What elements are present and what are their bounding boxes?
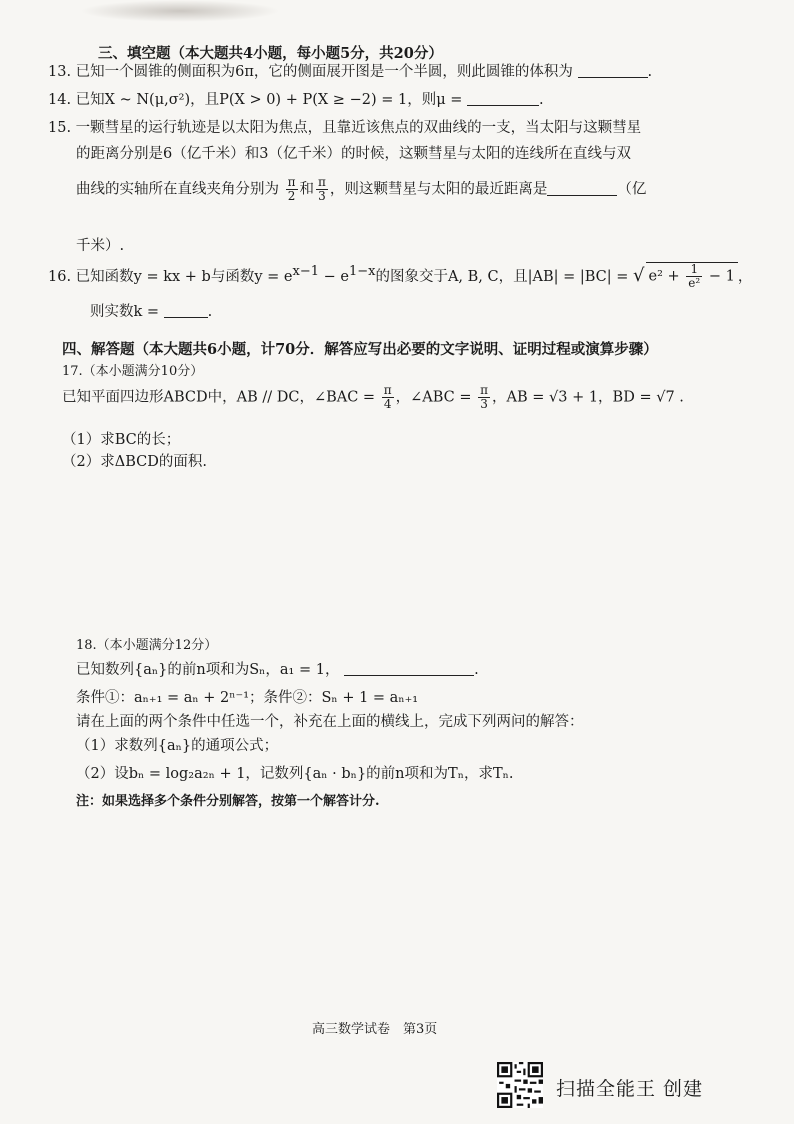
q18-part-2: （2）设bₙ = log₂a₂ₙ + 1，记数列{aₙ · bₙ}的前n项和为Tₙ，求Tₙ. — [76, 766, 514, 782]
q17-part-2: （2）求ΔBCD的面积. — [62, 454, 207, 470]
q16-exponent-1: x−1 — [292, 264, 319, 279]
q15-number: 15. — [48, 120, 72, 136]
q18-stem — [76, 660, 479, 680]
question-13 — [48, 62, 652, 82]
question-15-line4: 千米）. — [76, 238, 125, 254]
section-3-header: 三、填空题（本大题共4小题，每小题5分，共20分） — [98, 45, 443, 62]
q16-line2-text: 则实数k = — [90, 304, 160, 320]
q14-answer-blank — [467, 91, 539, 106]
q17-fraction-pi-4: $\frac{\pi}{4}$ — [383, 383, 392, 411]
qr-code-icon — [497, 1062, 543, 1108]
q18-part-1: （1）求数列{aₙ}的通项公式； — [76, 738, 279, 754]
q16-end: . — [207, 304, 213, 320]
section-4-header: 四、解答题（本大题共6小题，计70分．解答应写出必要的文字说明、证明过程或演算步骤） — [62, 341, 658, 358]
q15-unit: （亿 — [617, 181, 647, 198]
q16-text-b: − e — [319, 268, 349, 285]
q13-number: 13. — [48, 64, 72, 80]
question-16-line2 — [90, 302, 212, 322]
q15-line3-text-b: ，则这颗彗星与太阳的最近距离是 — [329, 181, 548, 198]
scan-smudge — [80, 0, 280, 22]
q13-end: . — [647, 64, 653, 80]
q18-stem-end: . — [474, 662, 479, 678]
q16-number: 16. — [48, 268, 72, 285]
q13-answer-blank — [578, 63, 648, 78]
q16-exponent-2: 1−x — [348, 264, 376, 279]
q16-text-c: 的图象交于A, B, C，且|AB| = |BC| = — [375, 268, 629, 285]
q18-note: 注：如果选择多个条件分别解答，按第一个解答计分. — [76, 794, 380, 809]
q17-title: 17.（本小题满分10分） — [62, 364, 204, 379]
q18-instruction: 请在上面的两个条件中任选一个，补充在上面的横线上，完成下列两问的解答： — [76, 714, 584, 730]
question-14 — [48, 90, 544, 110]
question-15-line2: 的距离分别是6（亿千米）和3（亿千米）的时候，这颗彗星与太阳的连线所在直线与双 — [76, 146, 631, 162]
q16-comma: ， — [737, 268, 753, 285]
q18-title: 18.（本小题满分12分） — [76, 638, 218, 653]
scanner-watermark: 扫描全能王 创建 — [556, 1078, 704, 1100]
q17-part-1: （1）求BC的长； — [62, 432, 181, 448]
q15-line1: 一颗彗星的运行轨迹是以太阳为焦点，且靠近该焦点的双曲线的一支，当太阳与这颗彗星 — [75, 120, 642, 136]
q15-and: 和 — [299, 181, 314, 198]
q17-stem-c: ，AB = √3 + 1，BD = √7 . — [492, 389, 684, 406]
page-footer: 高三数学试卷 第3页 — [312, 1022, 438, 1037]
q17-stem-a: 已知平面四边形ABCD中，AB // DC，∠BAC = — [62, 389, 376, 406]
question-16: 16. 已知函数y = kx + b与函数$y = e^{x-1} - e^{1-x}$的图象交于A, B, C，且|AB| = |BC| = √ e² + $\frac{1}{\text{e²}}$ − 1 ， — [48, 262, 753, 291]
q18-stem-a: 已知数列{aₙ}的前n项和为Sₙ，a₁ = 1， — [76, 662, 340, 678]
question-15-line1 — [48, 118, 641, 138]
question-15-line3 — [76, 176, 646, 203]
q17-fraction-pi-3: $\frac{\pi}{3}$ — [480, 383, 488, 411]
q15-fraction-pi-2: $\frac{\pi}{2}$ — [287, 175, 296, 203]
q16-sqrt-expression: e² + $\frac{1}{\text{e²}}$ − 1 — [646, 262, 738, 290]
q15-answer-blank — [547, 181, 617, 196]
q13-text: 已知一个圆锥的侧面积为6π，它的侧面展开图是一个半圆，则此圆锥的体积为 — [75, 64, 573, 80]
q14-number: 14. — [48, 92, 72, 108]
q17-stem — [62, 384, 684, 411]
q17-stem-b: ，∠ABC = — [395, 389, 472, 406]
q15-fraction-pi-3: $\frac{\pi}{3}$ — [318, 175, 326, 203]
q15-line3-text: 曲线的实轴所在直线夹角分别为 — [76, 181, 279, 198]
q18-conditions: 条件①：aₙ₊₁ = aₙ + 2ⁿ⁻¹；条件②：Sₙ + 1 = aₙ₊₁ — [76, 690, 419, 706]
q14-end: . — [538, 92, 544, 108]
q16-text-a: 已知函数y = kx + b与函数y = e — [75, 268, 293, 285]
q16-answer-blank — [164, 303, 208, 318]
q18-condition-blank — [344, 661, 474, 676]
q14-text: 已知X ~ N(μ,σ²)，且P(X > 0) + P(X ≥ −2) = 1，则μ = — [75, 92, 463, 108]
